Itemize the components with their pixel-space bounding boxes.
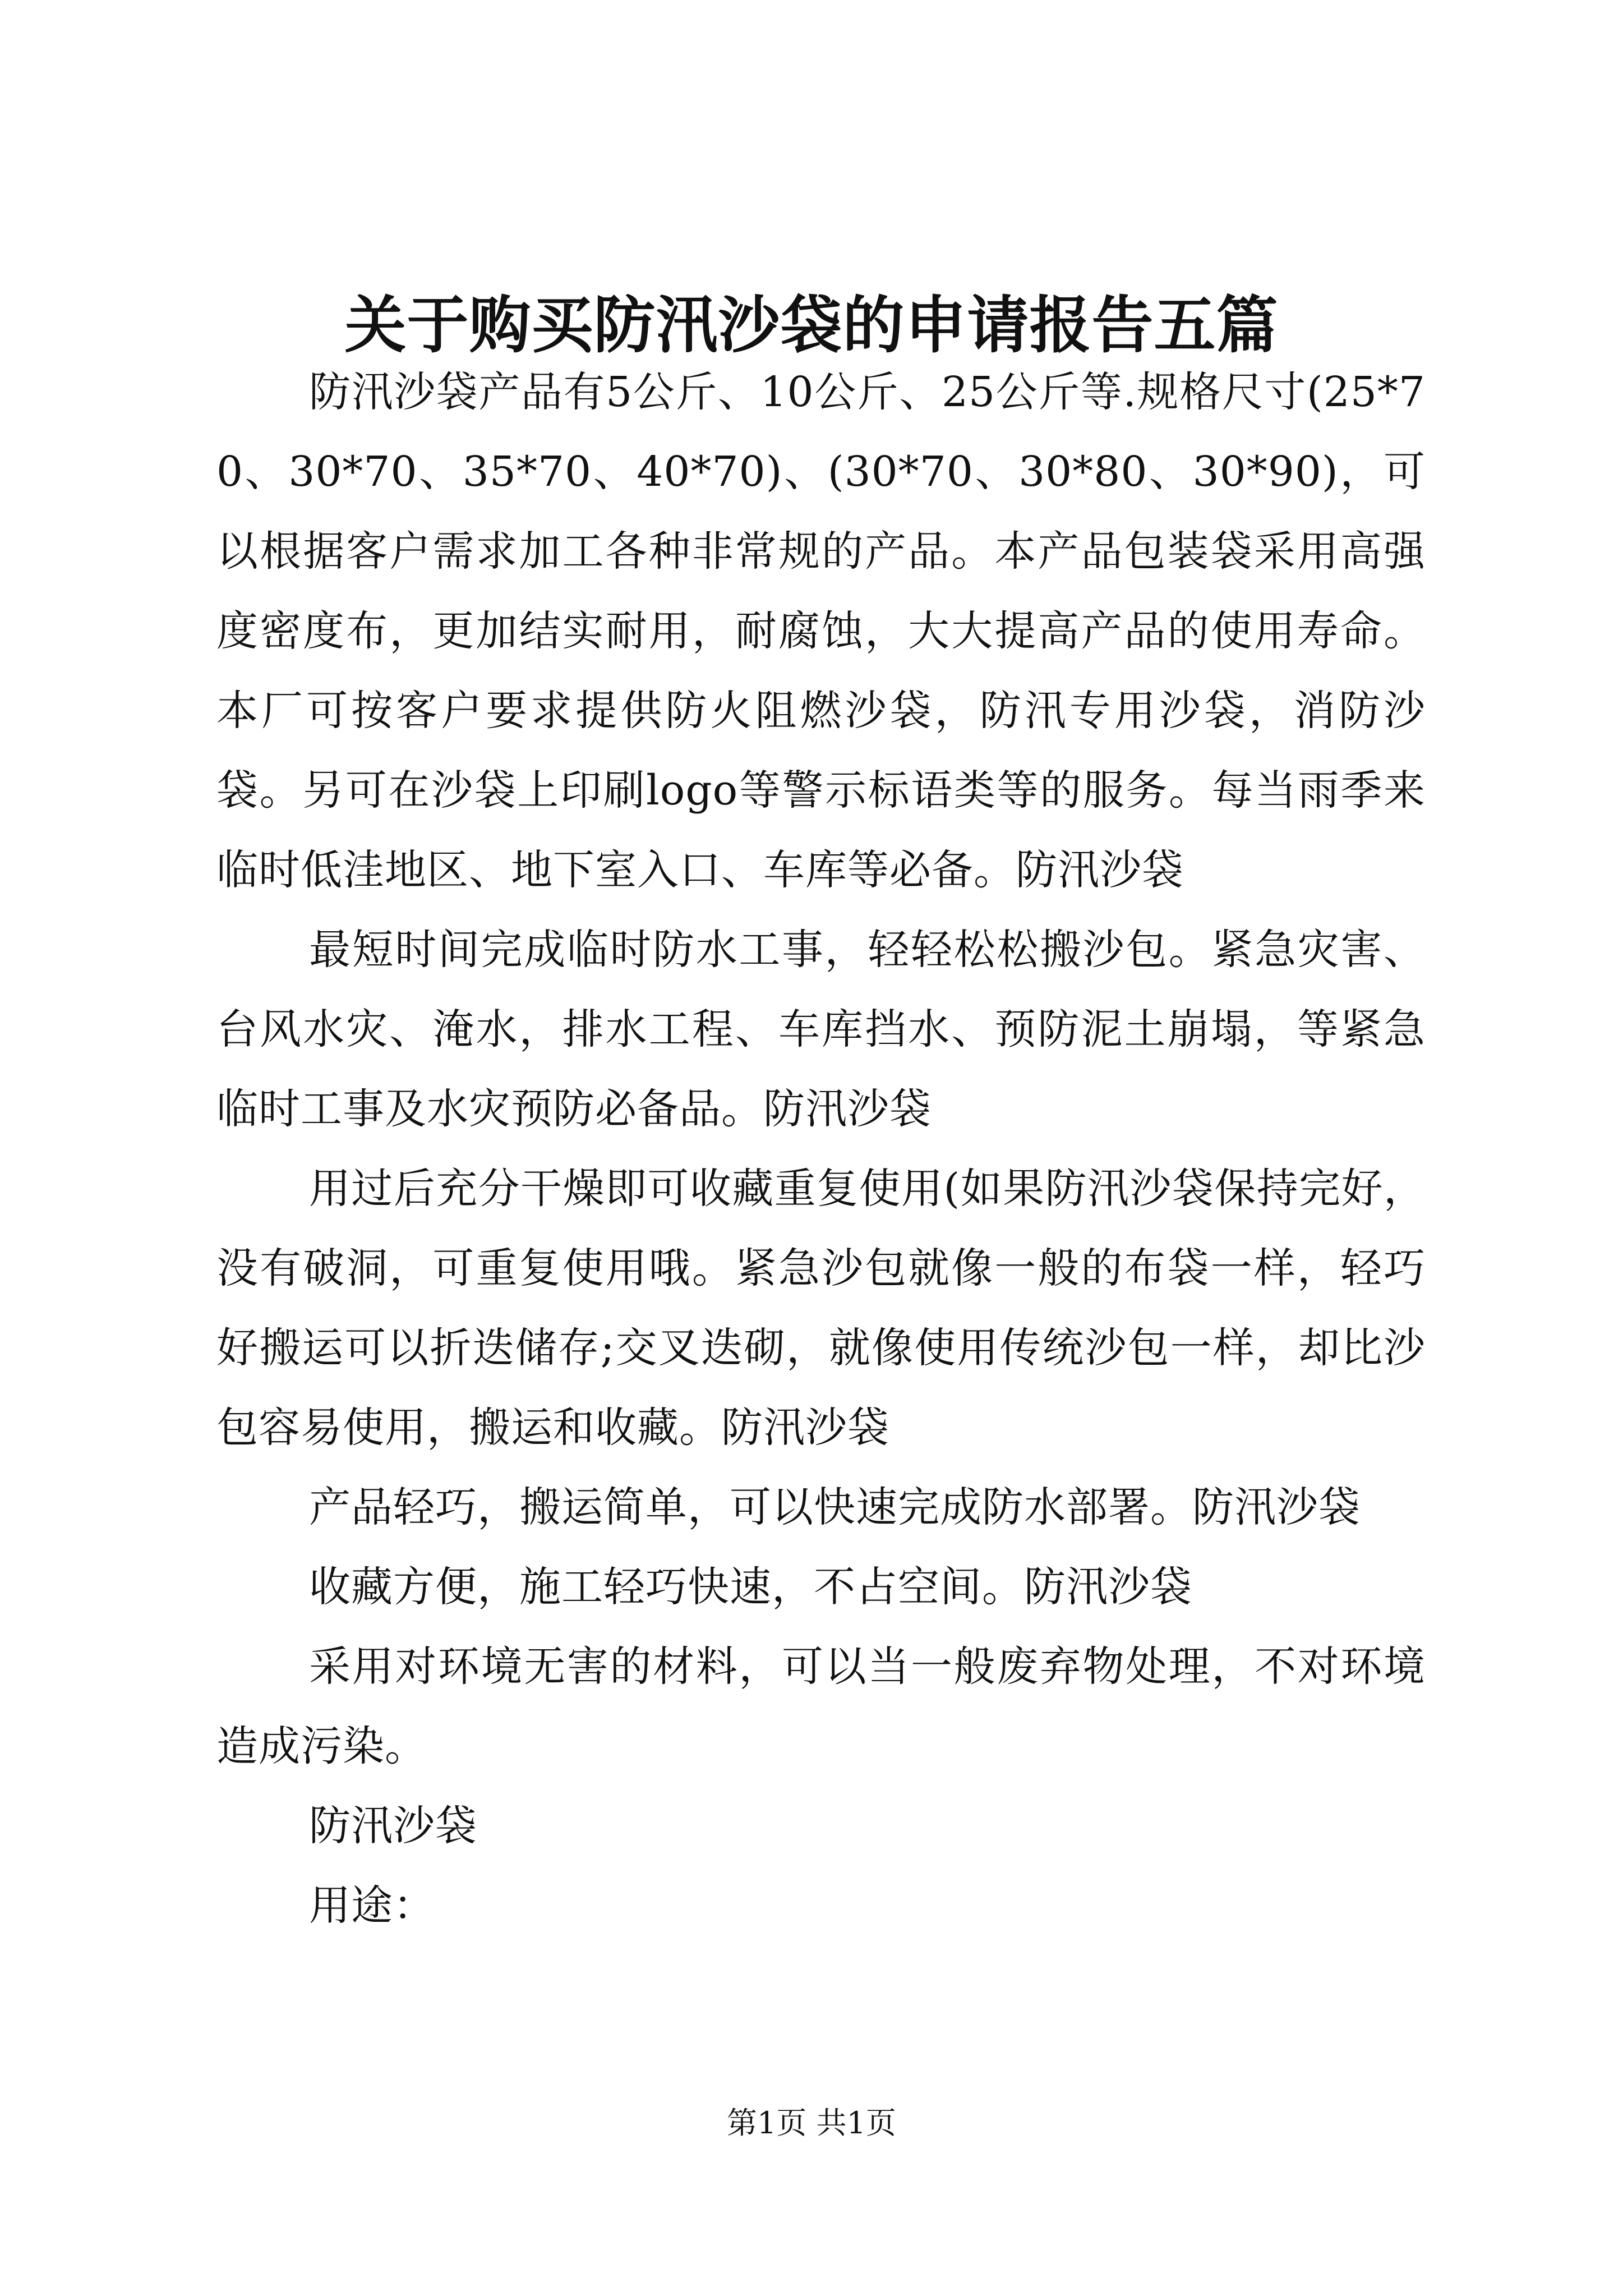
document-body <box>216 352 1426 1945</box>
paragraph-5: 收藏方便，施工轻巧快速，不占空间。防汛沙袋 <box>309 1563 1192 1611</box>
paragraph-4: 产品轻巧，搬运简单，可以快速完成防水部署。防汛沙袋 <box>309 1483 1361 1531</box>
paragraph-2: 最短时间完成临时防水工事，轻轻松松搬沙包。紧急灾害、台风水灾、淹水，排水工程、车库挡水、预防泥土崩塌，等紧急临时工事及水灾预防必备品。防汛沙袋 <box>216 926 1426 1133</box>
paragraph-1: 防汛沙袋产品有5公斤、10公斤、25公斤等.规格尺寸(25*70、30*70、35*70、40*70)、(30*70、30*80、30*90)，可以根据客户需求加工各种非常规的产品。本产品包装袋采用高强度密度布，更加结实耐用，耐腐蚀，大大提高产品的使用寿命。本厂可按客户要求提供防火阻燃沙袋，防汛专用沙袋，消防沙袋。另可在沙袋上印刷logo等警示标语类等的服务。每当雨季来临时低洼地区、地下室入口、车库等必备。防汛沙袋 <box>216 368 1426 894</box>
paragraph-6: 采用对环境无害的材料，可以当一般废弃物处理，不对环境造成污染。 <box>216 1642 1426 1770</box>
paragraph-8: 用途： <box>309 1881 435 1930</box>
paragraph-3: 用过后充分干燥即可收藏重复使用(如果防汛沙袋保持完好，没有破洞，可重复使用哦。紧急沙包就像一般的布袋一样，轻巧好搬运可以折迭储存;交叉迭砌，就像使用传统沙包一样，却比沙包容易使用，搬运和收藏。防汛沙袋 <box>216 1165 1426 1452</box>
document-title: 关于购买防汛沙袋的申请报告五篇 <box>344 289 1279 361</box>
paragraph-7: 防汛沙袋 <box>309 1802 477 1850</box>
page-footer: 第1页 共1页 <box>727 2105 896 2141</box>
